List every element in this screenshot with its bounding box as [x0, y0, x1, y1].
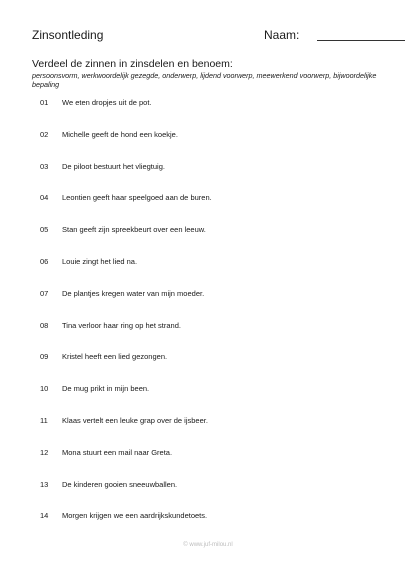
exercise-sentence: Michelle geeft de hond een koekje.: [62, 129, 178, 139]
instruction-terms: persoonsvorm, werkwoordelijk gezegde, onderwerp, lijdend voorwerp, meewerkend voorwerp, bijwoordelijke bepaling: [32, 71, 377, 89]
exercise-sentence: Morgen krijgen we een aardrijkskundetoets.: [62, 511, 208, 521]
exercise-number: 03: [40, 161, 49, 171]
exercise-sentence: De piloot bestuurt het vliegtuig.: [62, 161, 165, 171]
exercise-number: 02: [40, 129, 49, 139]
exercise-item: [40, 416, 380, 426]
exercise-number: 13: [40, 479, 49, 489]
name-write-line: [317, 40, 405, 41]
exercise-item: [40, 448, 380, 458]
exercise-item: [40, 225, 380, 235]
exercise-number: 04: [40, 193, 49, 203]
exercise-sentence: Klaas vertelt een leuke grap over de ijsbeer.: [62, 416, 208, 425]
exercise-sentence: Louie zingt het lied na.: [62, 257, 138, 266]
exercise-item: [40, 162, 380, 172]
instruction-block: [32, 58, 392, 89]
exercise-number: 08: [40, 320, 49, 330]
exercise-sentence: Leontien geeft haar speelgoed aan de buren.: [62, 193, 212, 203]
instruction-heading: Verdeel de zinnen in zinsdelen en benoem:: [32, 58, 233, 70]
exercise-item: [40, 257, 380, 267]
exercise-item: [40, 98, 380, 108]
exercise-item: [40, 321, 380, 331]
exercise-sentence: Kristel heeft een lied gezongen.: [62, 352, 168, 362]
exercise-item: [40, 480, 380, 490]
exercise-sentence: De plantjes kregen water van mijn moeder.: [62, 288, 205, 298]
exercise-item: [40, 511, 380, 521]
page-title: Zinsontleding: [32, 28, 104, 42]
exercise-sentence: We eten dropjes uit de pot.: [62, 98, 152, 107]
exercise-number: 05: [40, 225, 49, 235]
exercise-number: 01: [40, 98, 49, 107]
exercise-sentence: De mug prikt in mijn been.: [62, 384, 150, 394]
exercise-number: 10: [40, 384, 49, 394]
footer-watermark: © www.juf-milou.nl: [183, 542, 233, 548]
exercise-item: [40, 352, 380, 362]
exercise-number: 09: [40, 352, 49, 362]
exercise-sentence: De kinderen gooien sneeuwballen.: [62, 479, 178, 489]
exercise-number: 07: [40, 288, 49, 298]
exercise-sentence: Stan geeft zijn spreekbeurt over een leeuw.: [62, 225, 206, 235]
exercise-item: [40, 384, 380, 394]
exercise-number: 14: [40, 511, 49, 521]
exercise-item: [40, 289, 380, 299]
exercise-item: [40, 130, 380, 140]
worksheet-header: [32, 28, 382, 44]
exercise-number: 12: [40, 447, 49, 457]
name-label: Naam:: [264, 28, 300, 42]
exercise-sentence: Mona stuurt een mail naar Greta.: [62, 447, 173, 457]
exercise-sentence: Tina verloor haar ring op het strand.: [62, 320, 181, 330]
exercise-item: [40, 193, 380, 203]
exercise-number: 11: [40, 416, 48, 425]
exercise-number: 06: [40, 257, 49, 266]
